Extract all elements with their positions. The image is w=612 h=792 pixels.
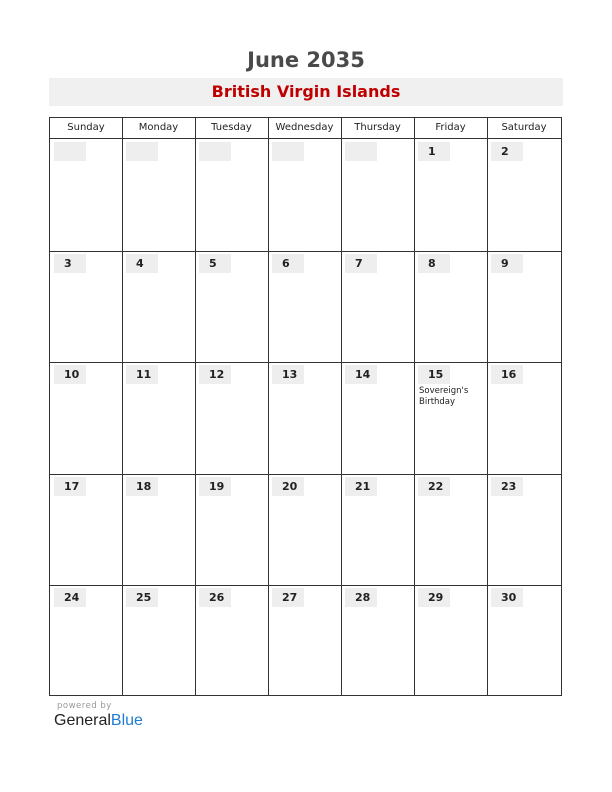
empty-day-box	[54, 142, 86, 161]
day-cell-26[interactable]	[195, 585, 268, 695]
calendar-grid	[49, 117, 562, 696]
empty-day-box	[345, 142, 377, 161]
day-number: 18	[126, 477, 158, 496]
day-cell-14[interactable]	[341, 362, 414, 474]
empty-day-box	[126, 142, 158, 161]
weekday-tuesday: Tuesday	[211, 122, 252, 133]
day-cell-1[interactable]	[414, 139, 487, 251]
day-number: 13	[272, 365, 304, 384]
day-cell-3[interactable]	[50, 251, 122, 362]
day-cell-19[interactable]	[195, 474, 268, 585]
day-number: 20	[272, 477, 304, 496]
weekday-saturday: Saturday	[501, 122, 547, 133]
day-cell-27[interactable]	[268, 585, 341, 695]
day-cell-11[interactable]	[122, 362, 195, 474]
day-number: 2	[491, 142, 523, 161]
day-cell-21[interactable]	[341, 474, 414, 585]
day-number: 19	[199, 477, 231, 496]
empty-day-cell	[195, 139, 268, 251]
day-cell-8[interactable]	[414, 251, 487, 362]
day-number: 3	[54, 254, 86, 273]
day-number: 14	[345, 365, 377, 384]
day-cell-25[interactable]	[122, 585, 195, 695]
day-cell-22[interactable]	[414, 474, 487, 585]
day-cell-10[interactable]	[50, 362, 122, 474]
day-cell-5[interactable]	[195, 251, 268, 362]
day-number: 21	[345, 477, 377, 496]
day-cell-28[interactable]	[341, 585, 414, 695]
day-cell-12[interactable]	[195, 362, 268, 474]
generalblue-logo[interactable]	[54, 712, 143, 730]
day-number: 11	[126, 365, 158, 384]
day-number: 25	[126, 588, 158, 607]
powered-by-label: powered by	[57, 701, 112, 711]
day-cell-4[interactable]	[122, 251, 195, 362]
day-number: 1	[418, 142, 450, 161]
day-number: 7	[345, 254, 377, 273]
day-number: 12	[199, 365, 231, 384]
weekday-header-row	[50, 118, 561, 139]
day-number: 5	[199, 254, 231, 273]
day-number: 22	[418, 477, 450, 496]
empty-day-cell	[122, 139, 195, 251]
day-number: 17	[54, 477, 86, 496]
day-number: 26	[199, 588, 231, 607]
weekday-thursday: Thursday	[354, 122, 401, 133]
empty-day-box	[199, 142, 231, 161]
day-number: 4	[126, 254, 158, 273]
day-cell-6[interactable]	[268, 251, 341, 362]
day-cell-2[interactable]	[487, 139, 561, 251]
brand-general: General	[54, 712, 111, 729]
weekday-friday: Friday	[435, 122, 466, 133]
day-cell-16[interactable]	[487, 362, 561, 474]
day-cell-7[interactable]	[341, 251, 414, 362]
calendar-title: June 2035	[247, 48, 365, 72]
day-number: 27	[272, 588, 304, 607]
day-cell-30[interactable]	[487, 585, 561, 695]
country-name: British Virgin Islands	[211, 82, 401, 101]
day-number: 15	[418, 365, 450, 384]
empty-day-box	[272, 142, 304, 161]
day-cell-29[interactable]	[414, 585, 487, 695]
day-number: 9	[491, 254, 523, 273]
empty-day-cell	[50, 139, 122, 251]
day-cell-15[interactable]	[414, 362, 487, 474]
day-cell-23[interactable]	[487, 474, 561, 585]
empty-day-cell	[268, 139, 341, 251]
weekday-wednesday: Wednesday	[275, 122, 334, 133]
day-cell-18[interactable]	[122, 474, 195, 585]
day-cell-17[interactable]	[50, 474, 122, 585]
day-cell-9[interactable]	[487, 251, 561, 362]
day-number: 29	[418, 588, 450, 607]
weekday-sunday: Sunday	[67, 122, 105, 133]
day-number: 23	[491, 477, 523, 496]
empty-day-cell	[341, 139, 414, 251]
brand-blue: Blue	[110, 712, 143, 729]
day-number: 16	[491, 365, 523, 384]
holiday-label: Sovereign's Birthday	[419, 386, 469, 407]
day-number: 30	[491, 588, 523, 607]
country-banner	[49, 78, 563, 106]
day-number: 24	[54, 588, 86, 607]
day-number: 6	[272, 254, 304, 273]
weekday-monday: Monday	[138, 122, 179, 133]
day-number: 28	[345, 588, 377, 607]
day-cell-13[interactable]	[268, 362, 341, 474]
day-number: 10	[54, 365, 86, 384]
day-cell-24[interactable]	[50, 585, 122, 695]
day-number: 8	[418, 254, 450, 273]
day-cell-20[interactable]	[268, 474, 341, 585]
